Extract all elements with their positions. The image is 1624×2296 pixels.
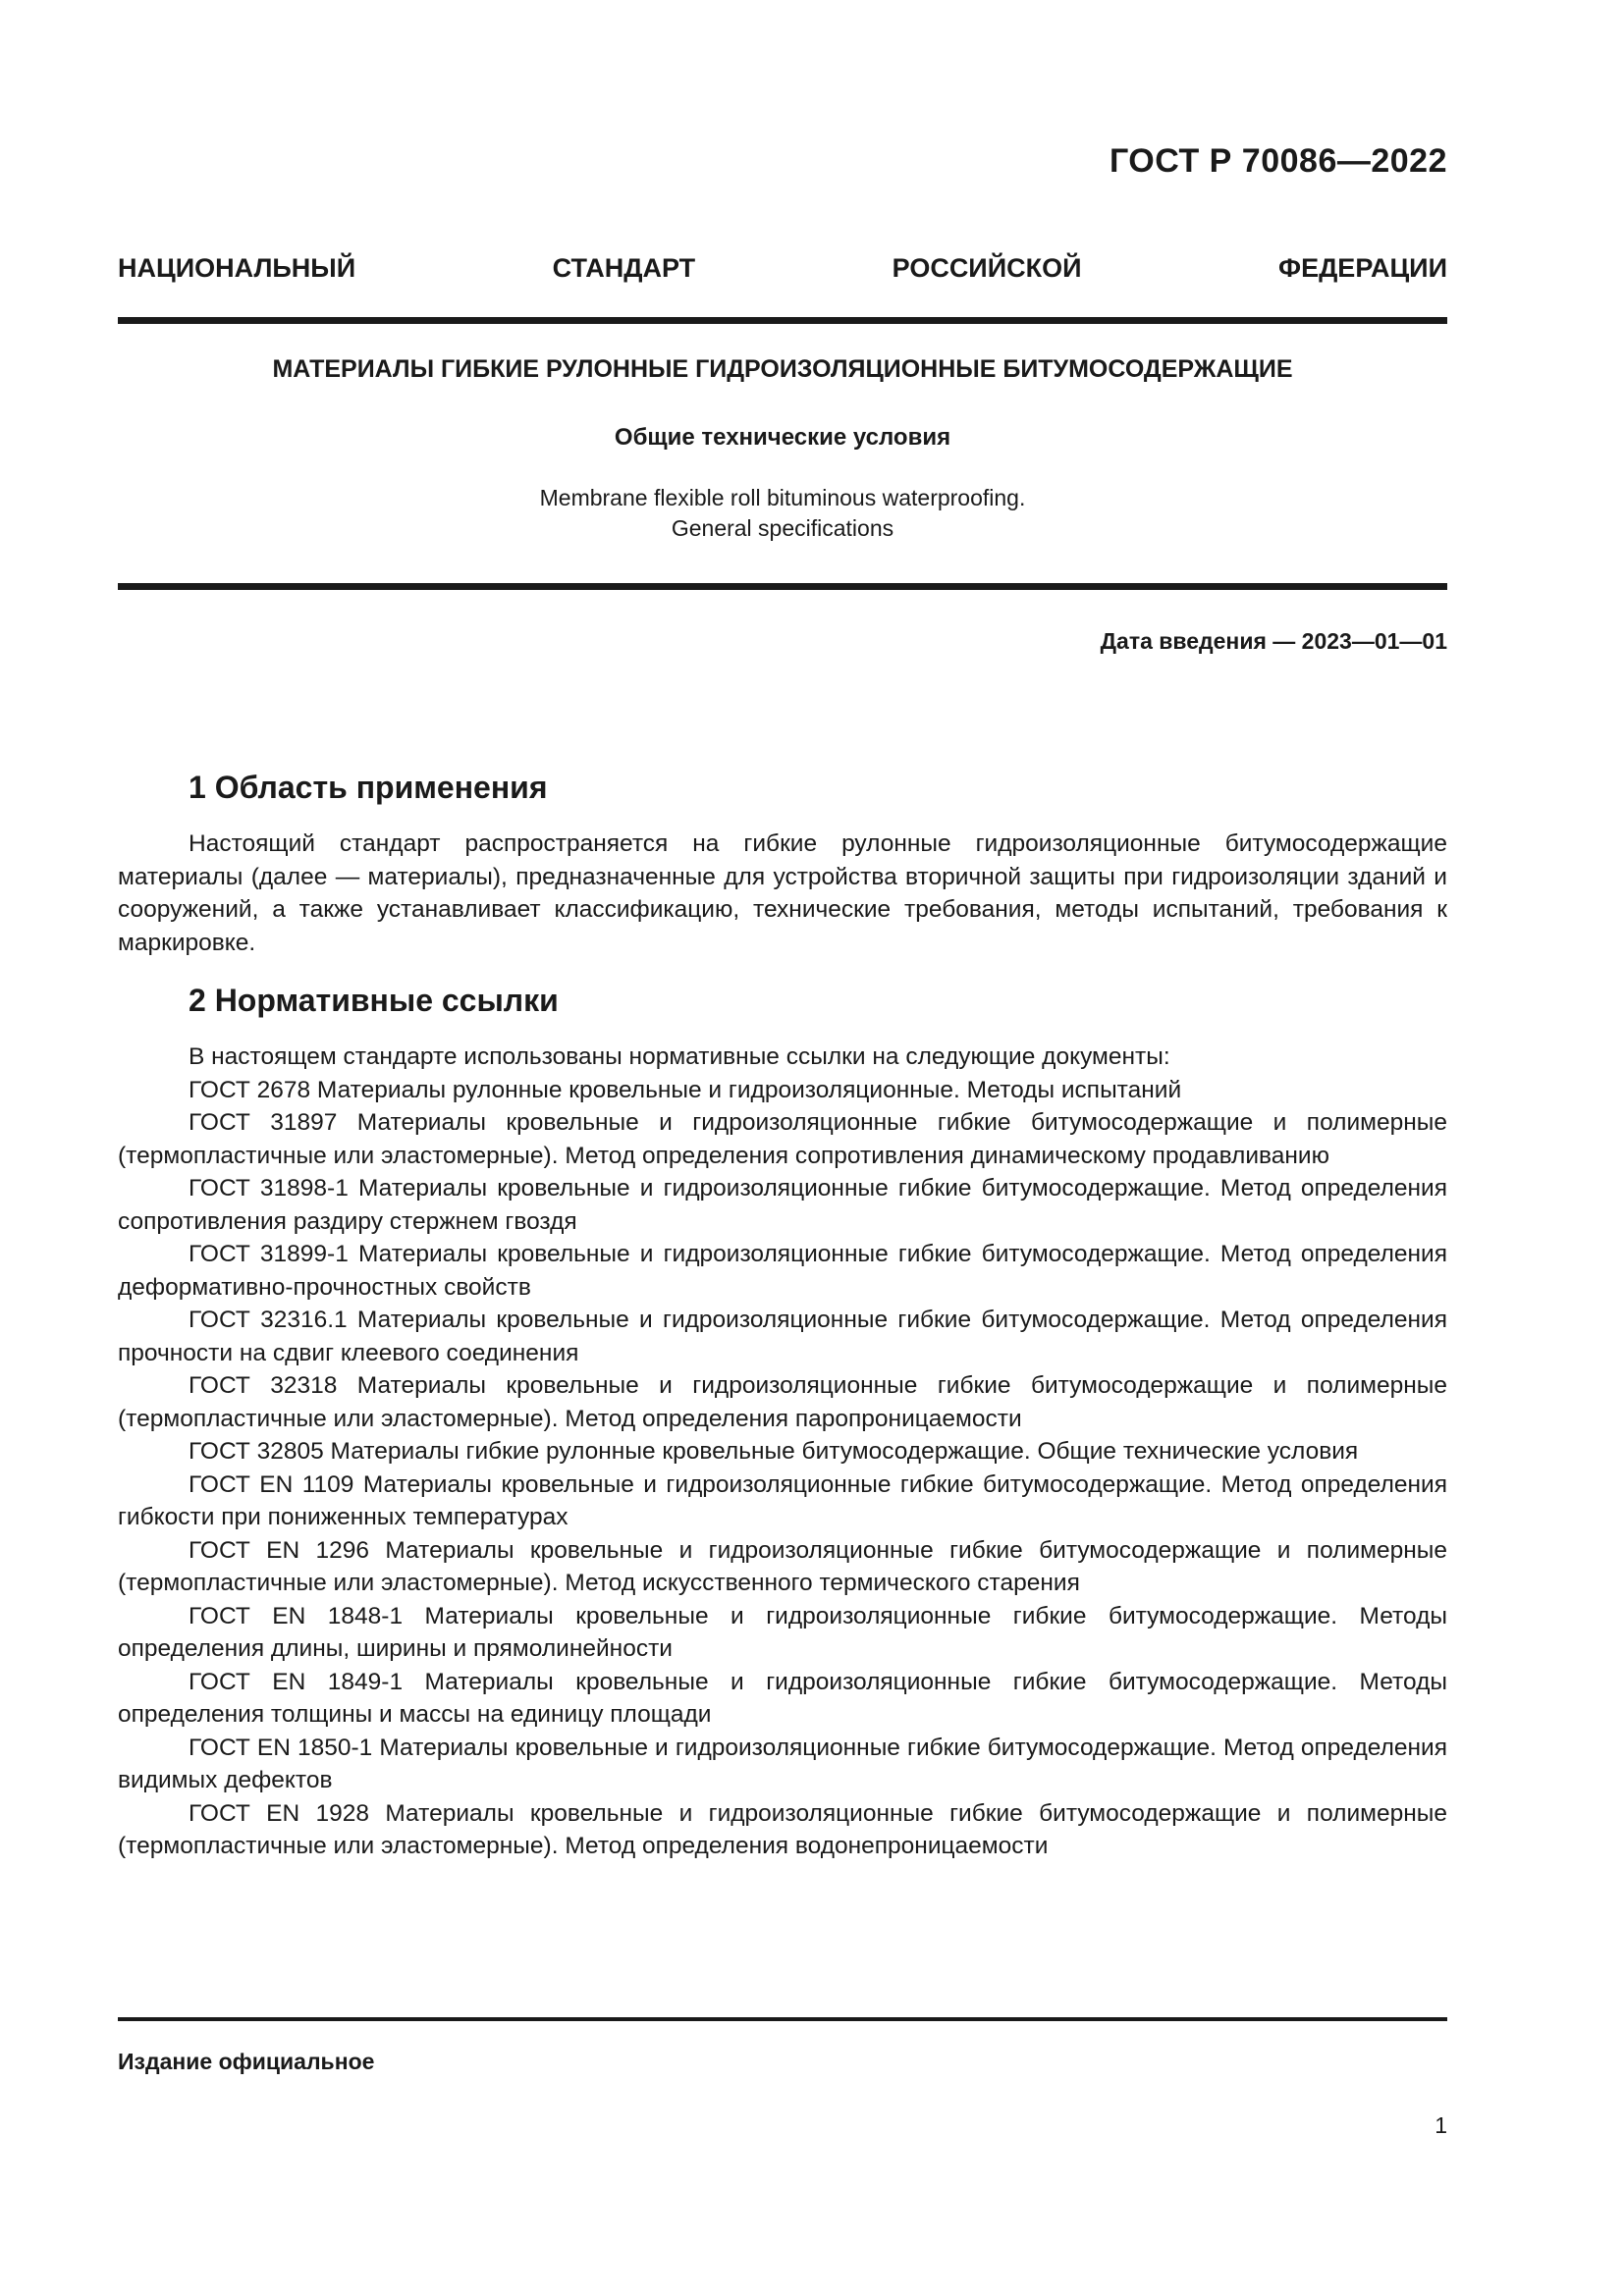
reference-item: ГОСТ 32318 Материалы кровельные и гидроизоляционные гибкие битумосодержащие и полимерные (термопластичные или эластомерные). Метод определения паропроницаемости (118, 1372, 1447, 1432)
reference-item: ГОСТ EN 1849-1 Материалы кровельные и гидроизоляционные гибкие битумосодержащие. Методы определения толщины и массы на единицу площади (118, 1668, 1447, 1728)
reference-item: ГОСТ 31899-1 Материалы кровельные и гидроизоляционные гибкие битумосодержащие. Метод определения деформативно-прочностных свойств (118, 1241, 1447, 1301)
reference-item: ГОСТ EN 1296 Материалы кровельные и гидроизоляционные гибкие битумосодержащие и полимерные (термопластичные или эластомерные). Метод искусственного термического старения (118, 1536, 1447, 1596)
page-number: 1 (1435, 2112, 1447, 2138)
reference-item: ГОСТ 32316.1 Материалы кровельные и гидроизоляционные гибкие битумосодержащие. Метод определения прочности на сдвиг клеевого соединения (118, 1307, 1447, 1366)
section-2-intro: В настоящем стандарте использованы нормативные ссылки на следующие документы: (189, 1043, 1170, 1070)
document-body (118, 770, 1447, 1863)
reference-item: ГОСТ EN 1848-1 Материалы кровельные и гидроизоляционные гибкие битумосодержащие. Методы определения длины, ширины и прямолинейности (118, 1602, 1447, 1662)
reference-item: ГОСТ EN 1928 Материалы кровельные и гидроизоляционные гибкие битумосодержащие и полимерные (термопластичные или эластомерные). Метод определения водонепроницаемости (118, 1799, 1447, 1859)
section-1-text: Настоящий стандарт распространяется на гибкие рулонные гидроизоляционные битумосодержащие материалы (далее — материалы), предназначенные для устройства вторичной защиты при гидроизоляции зданий и сооружений, а также устанавливает классификацию, технические требования, методы испытаний, требования к маркировке. (118, 830, 1447, 956)
document-number: ГОСТ Р 70086—2022 (1109, 142, 1447, 180)
english-title-line-2: General specifications (671, 515, 894, 541)
reference-item: ГОСТ 32805 Материалы гибкие рулонные кровельные битумосодержащие. Общие технические условия (189, 1438, 1359, 1465)
introduction-date: Дата введения — 2023—01—01 (1100, 628, 1447, 654)
reference-item: ГОСТ 31897 Материалы кровельные и гидроизоляционные гибкие битумосодержащие и полимерные (термопластичные или эластомерные). Метод определения сопротивления динамическому продавливанию (118, 1109, 1447, 1169)
reference-list (118, 1074, 1447, 1863)
english-title-line-1: Membrane flexible roll bituminous waterproofing. (539, 485, 1026, 510)
official-edition-label: Издание официальное (118, 2049, 375, 2074)
reference-item: ГОСТ EN 1850-1 Материалы кровельные и гидроизоляционные гибкие битумосодержащие. Метод определения видимых дефектов (118, 1734, 1447, 1793)
national-standard-banner: НАЦИОНАЛЬНЫЙ СТАНДАРТ РОССИЙСКОЙ ФЕДЕРАЦИИ (118, 253, 1447, 283)
reference-item: ГОСТ EN 1109 Материалы кровельные и гидроизоляционные гибкие битумосодержащие. Метод определения гибкости при пониженных температурах (118, 1470, 1447, 1530)
footer-divider (118, 2017, 1447, 2021)
section-2-heading: 2 Нормативные ссылки (189, 983, 559, 1018)
reference-item: ГОСТ 31898-1 Материалы кровельные и гидроизоляционные гибкие битумосодержащие. Метод определения сопротивления раздиру стержнем гвоздя (118, 1175, 1447, 1235)
title-divider (118, 583, 1447, 590)
reference-item: ГОСТ 2678 Материалы рулонные кровельные и гидроизоляционные. Методы испытаний (189, 1076, 1182, 1103)
standard-title: МАТЕРИАЛЫ ГИБКИЕ РУЛОННЫЕ ГИДРОИЗОЛЯЦИОННЫЕ БИТУМОСОДЕРЖАЩИЕ (272, 355, 1293, 383)
english-title (118, 483, 1447, 544)
header-divider (118, 317, 1447, 324)
standard-subtitle: Общие технические условия (614, 424, 951, 451)
section-1-heading: 1 Область применения (189, 770, 548, 805)
